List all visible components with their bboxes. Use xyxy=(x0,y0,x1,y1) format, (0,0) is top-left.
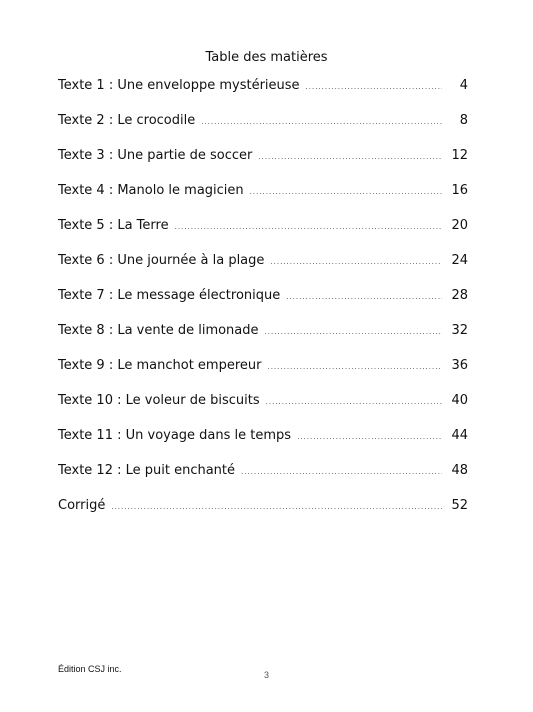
publisher-footer: Édition CSJ inc. xyxy=(58,664,122,674)
toc-entry-page: 36 xyxy=(451,358,468,373)
toc-entry-title: Texte 12 : Le puit enchanté xyxy=(58,463,236,478)
toc-dot-leader xyxy=(266,398,442,406)
toc-dot-leader xyxy=(241,468,442,476)
toc-dot-leader xyxy=(175,223,442,231)
toc-dot-leader xyxy=(265,328,442,336)
toc-entry-page: 32 xyxy=(451,323,468,338)
table-of-contents xyxy=(58,78,468,533)
toc-entry xyxy=(58,323,468,358)
page-title: Table des matières xyxy=(205,50,328,65)
toc-entry-title: Texte 6 : Une journée à la plage xyxy=(58,253,265,268)
toc-entry-title: Texte 11 : Un voyage dans le temps xyxy=(58,428,292,443)
toc-entry-title: Texte 9 : Le manchot empereur xyxy=(58,358,262,373)
toc-entry xyxy=(58,428,468,463)
toc-entry xyxy=(58,218,468,253)
toc-entry-title: Texte 7 : Le message électronique xyxy=(58,288,281,303)
toc-entry xyxy=(58,358,468,393)
toc-dot-leader xyxy=(306,83,442,91)
toc-entry xyxy=(58,288,468,323)
toc-entry-title: Texte 1 : Une enveloppe mystérieuse xyxy=(58,78,300,93)
toc-entry-page: 52 xyxy=(451,498,468,513)
toc-entry-title: Texte 10 : Le voleur de biscuits xyxy=(58,393,260,408)
toc-entry-page: 28 xyxy=(451,288,468,303)
toc-dot-leader xyxy=(286,293,442,301)
toc-entry xyxy=(58,78,468,113)
toc-entry-title: Texte 2 : Le crocodile xyxy=(58,113,196,128)
toc-dot-leader xyxy=(270,258,442,266)
toc-entry xyxy=(58,113,468,148)
toc-entry xyxy=(58,183,468,218)
toc-dot-leader xyxy=(111,503,442,511)
toc-entry-page: 40 xyxy=(451,393,468,408)
toc-dot-leader xyxy=(297,433,442,441)
toc-entry-title: Texte 3 : Une partie de soccer xyxy=(58,148,253,163)
toc-dot-leader xyxy=(201,118,442,126)
toc-dot-leader xyxy=(250,188,442,196)
toc-entry-page: 12 xyxy=(451,148,468,163)
toc-entry xyxy=(58,498,468,533)
toc-dot-leader xyxy=(267,363,442,371)
page-number: 3 xyxy=(263,670,269,680)
toc-entry-page: 20 xyxy=(451,218,468,233)
toc-dot-leader xyxy=(258,153,442,161)
toc-entry-page: 48 xyxy=(451,463,468,478)
toc-entry-title: Texte 4 : Manolo le magicien xyxy=(58,183,244,198)
toc-entry xyxy=(58,253,468,288)
toc-entry-page: 24 xyxy=(451,253,468,268)
toc-entry-page: 44 xyxy=(451,428,468,443)
toc-entry xyxy=(58,148,468,183)
toc-entry xyxy=(58,393,468,428)
toc-entry-title: Texte 5 : La Terre xyxy=(58,218,169,233)
toc-entry-page: 4 xyxy=(459,78,468,93)
toc-entry-page: 8 xyxy=(459,113,468,128)
toc-entry-title: Texte 8 : La vente de limonade xyxy=(58,323,259,338)
toc-entry-page: 16 xyxy=(451,183,468,198)
toc-entry-title: Corrigé xyxy=(58,498,106,513)
toc-entry xyxy=(58,463,468,498)
